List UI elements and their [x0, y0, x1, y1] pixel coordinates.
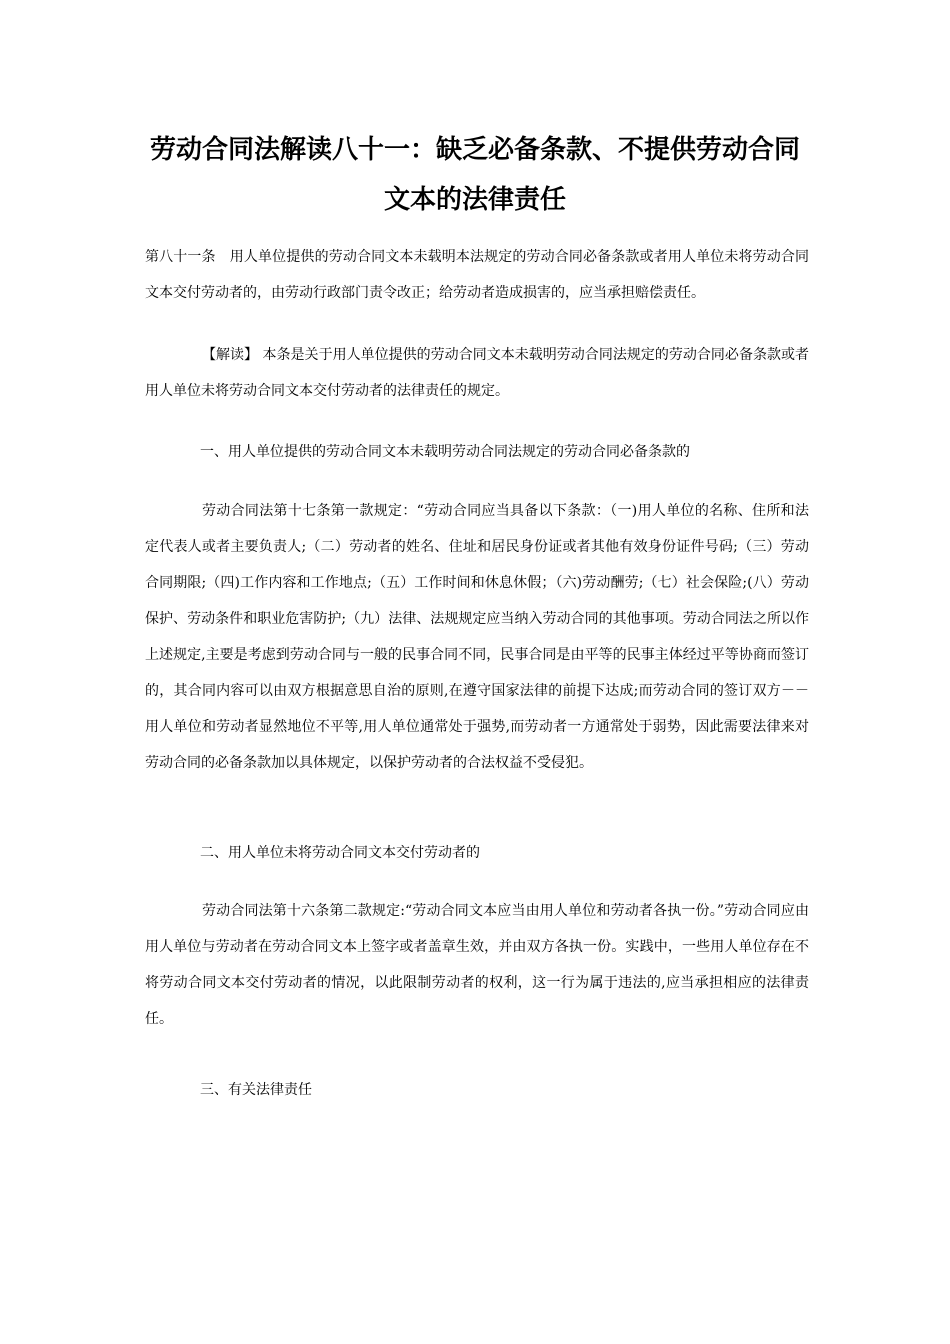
document-title-line-2: 文本的法律责任 [383, 185, 566, 215]
section-heading-1: 一、用人单位提供的劳动合同文本未载明劳动合同法规定的劳动合同必备条款的 [200, 444, 690, 460]
section-1-paragraph: 劳动合同法第十七条第一款规定：“劳动合同应当具备以下条款：（一)用人单位的名称、住所和法定代表人或者主要负责人;（二）劳动者的姓名、住址和居民身份证或者其他有效身份证件号码;（三）劳动合同期限;（四)工作内容和工作地点;（五）工作时间和休息休假；（六)劳动酬劳;（七）社会保险;(八）劳动保护、劳动条件和职业危害防护;（九）法律、法规规定应当纳入劳动合同的其他事项。劳动合同法之所以作上述规定,主要是考虑到劳动合同与一般的民事合同不同，民事合同是由平等的民事主体经过平等协商而签订的，其合同内容可以由双方根据意思自治的原则,在遵守国家法律的前提下达成;而劳动合同的签订双方－－用人单位和劳动者显然地位不平等,用人单位通常处于强势,而劳动者一方通常处于弱势，因此需要法律来对劳动合同的必备条款加以具体规定，以保护劳动者的合法权益不受侵犯。 [145, 503, 809, 771]
reading-paragraph: 【解读】 本条是关于用人单位提供的劳动合同文本未载明劳动合同法规定的劳动合同必备条款或者用人单位未将劳动合同文本交付劳动者的法律责任的规定。 [145, 347, 809, 399]
document-title-line-1: 劳动合同法解读八十一：缺乏必备条款、不提供劳动合同 [149, 135, 800, 165]
section-heading-2: 二、用人单位未将劳动合同文本交付劳动者的 [200, 845, 480, 861]
section-2-paragraph: 劳动合同法第十六条第二款规定:“劳动合同文本应当由用人单位和劳动者各执一份。”劳动合同应由用人单位与劳动者在劳动合同文本上签字或者盖章生效，并由双方各执一份。实践中，一些用人单位存在不将劳动合同文本交付劳动者的情况，以此限制劳动者的权利，这一行为属于违法的,应当承担相应的法律责任。 [145, 903, 809, 1027]
article-text: 第八十一条 用人单位提供的劳动合同文本未载明本法规定的劳动合同必备条款或者用人单位未将劳动合同文本交付劳动者的，由劳动行政部门责令改正；给劳动者造成损害的，应当承担赔偿责任。 [145, 249, 809, 301]
section-heading-3: 三、有关法律责任 [200, 1082, 312, 1098]
